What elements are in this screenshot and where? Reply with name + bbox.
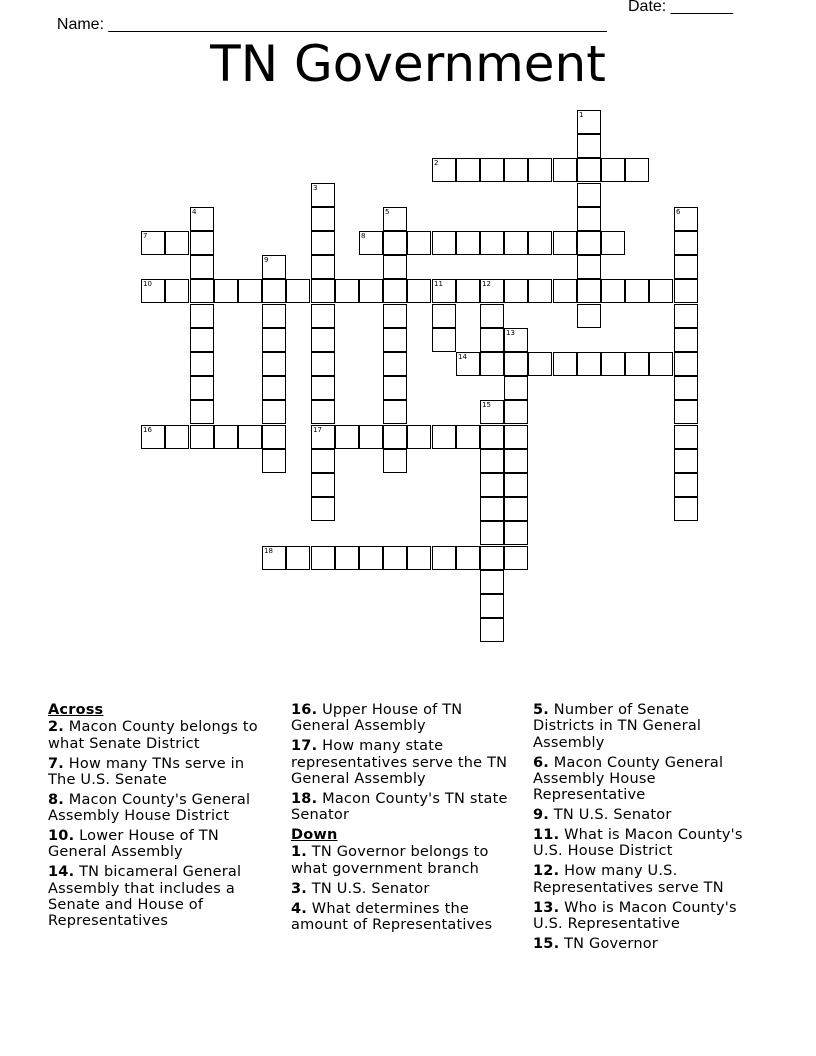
clue-number-label: 10 xyxy=(143,280,152,288)
grid-cell[interactable] xyxy=(432,328,456,352)
grid-cell[interactable] xyxy=(383,207,407,231)
clue-number: 9. xyxy=(533,807,549,824)
across-heading: Across xyxy=(48,702,104,718)
grid-cell[interactable] xyxy=(577,158,601,182)
clue-number-label: 14 xyxy=(458,353,467,361)
grid-cell[interactable] xyxy=(649,352,673,376)
grid-cell[interactable] xyxy=(407,279,431,303)
clue-item xyxy=(48,792,270,825)
grid-cell[interactable] xyxy=(480,304,504,328)
clue-item xyxy=(533,702,751,751)
grid-cell[interactable] xyxy=(553,352,577,376)
grid-cell[interactable] xyxy=(456,158,480,182)
grid-cell[interactable] xyxy=(528,231,552,255)
down-heading: Down xyxy=(291,827,338,844)
grid-cell[interactable] xyxy=(504,546,528,570)
grid-cell[interactable] xyxy=(480,279,504,303)
grid-cell[interactable] xyxy=(214,425,238,449)
grid-cell[interactable] xyxy=(311,279,335,303)
clue-number: 4. xyxy=(291,900,307,917)
grid-cell[interactable] xyxy=(383,231,407,255)
grid-cell[interactable] xyxy=(238,279,262,303)
clue-number: 3. xyxy=(291,880,307,897)
grid-cell[interactable] xyxy=(311,207,335,231)
clue-number-label: 8 xyxy=(361,232,366,240)
grid-cell[interactable] xyxy=(383,376,407,400)
grid-cell[interactable] xyxy=(407,546,431,570)
clue-text: What determines the amount of Representatives xyxy=(291,900,493,933)
grid-cell[interactable] xyxy=(165,231,189,255)
grid-cell[interactable] xyxy=(480,352,504,376)
clue-number-label: 9 xyxy=(264,256,269,264)
clue-text: Macon County belongs to what Senate District xyxy=(48,719,258,752)
grid-cell[interactable] xyxy=(286,279,310,303)
clue-number: 2. xyxy=(48,719,64,736)
clue-number-label: 13 xyxy=(506,329,515,337)
grid-cell[interactable] xyxy=(407,231,431,255)
grid-cell[interactable] xyxy=(383,255,407,279)
grid-cell[interactable] xyxy=(577,352,601,376)
grid-cell[interactable] xyxy=(504,279,528,303)
grid-cell[interactable] xyxy=(674,255,698,279)
grid-cell[interactable] xyxy=(311,183,335,207)
grid-cell[interactable] xyxy=(456,231,480,255)
clue-item xyxy=(48,828,270,861)
grid-cell[interactable] xyxy=(262,255,286,279)
clue-item xyxy=(48,864,270,929)
grid-cell[interactable] xyxy=(383,304,407,328)
grid-cell[interactable] xyxy=(480,594,504,618)
clue-text: Macon County's TN state Senator xyxy=(291,790,508,824)
grid-cell[interactable] xyxy=(407,425,431,449)
clue-text: TN bicameral General Assembly that includes a Senate and House of Representatives xyxy=(48,864,242,930)
grid-cell[interactable] xyxy=(601,279,625,303)
grid-cell[interactable] xyxy=(190,352,214,376)
clue-item xyxy=(291,702,521,735)
clue-number: 12. xyxy=(533,863,560,880)
grid-cell[interactable] xyxy=(262,376,286,400)
grid-cell[interactable] xyxy=(625,352,649,376)
name-field[interactable]: Name: ________________________________________________________ xyxy=(56,16,607,33)
grid-cell[interactable] xyxy=(577,255,601,279)
grid-cell[interactable] xyxy=(311,473,335,497)
grid-cell[interactable] xyxy=(383,352,407,376)
grid-cell[interactable] xyxy=(456,425,480,449)
grid-cell[interactable] xyxy=(480,618,504,642)
clue-text: TN U.S. Senator xyxy=(549,807,672,824)
clue-number: 1. xyxy=(291,844,307,861)
grid-cell[interactable] xyxy=(383,546,407,570)
clue-number: 14. xyxy=(48,864,75,881)
grid-cell[interactable] xyxy=(432,158,456,182)
clues-column-3 xyxy=(533,702,751,956)
clue-number: 5. xyxy=(533,702,549,718)
grid-cell[interactable] xyxy=(553,158,577,182)
grid-cell[interactable] xyxy=(190,207,214,231)
grid-cell[interactable] xyxy=(383,449,407,473)
clue-number: 8. xyxy=(48,791,64,808)
clue-number-label: 11 xyxy=(434,280,443,288)
grid-cell[interactable] xyxy=(190,255,214,279)
clue-text: Lower House of TN General Assembly xyxy=(48,828,219,861)
grid-cell[interactable] xyxy=(625,158,649,182)
clue-number: 18. xyxy=(291,790,318,807)
grid-cell[interactable] xyxy=(480,328,504,352)
clue-item xyxy=(291,881,521,897)
clue-text: Who is Macon County's U.S. Representative xyxy=(533,899,737,932)
grid-cell[interactable] xyxy=(528,352,552,376)
grid-cell[interactable] xyxy=(262,546,286,570)
grid-cell[interactable] xyxy=(674,304,698,328)
grid-cell[interactable] xyxy=(674,328,698,352)
grid-cell[interactable] xyxy=(141,425,165,449)
clue-text: How many state representatives serve the TN General Assembly xyxy=(291,738,508,787)
grid-cell[interactable] xyxy=(238,425,262,449)
grid-cell[interactable] xyxy=(190,279,214,303)
grid-cell[interactable] xyxy=(480,449,504,473)
clue-item xyxy=(533,755,751,804)
grid-cell[interactable] xyxy=(141,231,165,255)
grid-cell[interactable] xyxy=(480,158,504,182)
grid-cell[interactable] xyxy=(674,473,698,497)
grid-cell[interactable] xyxy=(311,352,335,376)
grid-cell[interactable] xyxy=(480,546,504,570)
grid-cell[interactable] xyxy=(335,279,359,303)
grid-cell[interactable] xyxy=(262,304,286,328)
clue-number-label: 17 xyxy=(313,426,322,434)
grid-cell[interactable] xyxy=(674,279,698,303)
clue-number: 11. xyxy=(533,827,560,844)
grid-cell[interactable] xyxy=(601,158,625,182)
grid-cell[interactable] xyxy=(190,328,214,352)
grid-cell[interactable] xyxy=(432,425,456,449)
grid-cell[interactable] xyxy=(262,328,286,352)
grid-cell[interactable] xyxy=(528,158,552,182)
clue-item xyxy=(533,827,751,860)
grid-cell[interactable] xyxy=(311,304,335,328)
clue-number: 17. xyxy=(291,738,318,755)
grid-cell[interactable] xyxy=(383,425,407,449)
clue-number-label: 7 xyxy=(143,232,148,240)
grid-cell[interactable] xyxy=(504,231,528,255)
grid-cell[interactable] xyxy=(262,352,286,376)
clue-text: How many U.S. Representatives serve TN xyxy=(533,863,724,896)
grid-cell[interactable] xyxy=(262,279,286,303)
clue-item xyxy=(533,936,751,952)
grid-cell[interactable] xyxy=(625,279,649,303)
grid-cell[interactable] xyxy=(577,183,601,207)
grid-cell[interactable] xyxy=(311,400,335,424)
clue-number: 7. xyxy=(48,755,64,772)
grid-cell[interactable] xyxy=(359,425,383,449)
grid-cell[interactable] xyxy=(577,134,601,158)
grid-cell[interactable] xyxy=(311,497,335,521)
clue-number-label: 15 xyxy=(482,401,491,409)
clue-item xyxy=(291,901,521,934)
grid-cell[interactable] xyxy=(456,546,480,570)
clue-text: What is Macon County's U.S. House District xyxy=(533,827,743,860)
grid-cell[interactable] xyxy=(480,521,504,545)
grid-cell[interactable] xyxy=(504,376,528,400)
grid-cell[interactable] xyxy=(674,449,698,473)
grid-cell[interactable] xyxy=(674,425,698,449)
clue-number-label: 3 xyxy=(313,184,318,192)
grid-cell[interactable] xyxy=(359,546,383,570)
clue-number: 13. xyxy=(533,899,560,916)
grid-cell[interactable] xyxy=(674,497,698,521)
grid-cell[interactable] xyxy=(311,231,335,255)
grid-cell[interactable] xyxy=(480,570,504,594)
grid-cell[interactable] xyxy=(456,352,480,376)
grid-cell[interactable] xyxy=(601,231,625,255)
grid-cell[interactable] xyxy=(480,400,504,424)
clue-number-label: 6 xyxy=(676,208,681,216)
grid-cell[interactable] xyxy=(553,279,577,303)
grid-cell[interactable] xyxy=(262,400,286,424)
grid-cell[interactable] xyxy=(311,425,335,449)
clue-number-label: 12 xyxy=(482,280,491,288)
grid-cell[interactable] xyxy=(335,546,359,570)
grid-cell[interactable] xyxy=(577,304,601,328)
grid-cell[interactable] xyxy=(432,304,456,328)
grid-cell[interactable] xyxy=(480,231,504,255)
grid-cell[interactable] xyxy=(674,207,698,231)
grid-cell[interactable] xyxy=(335,425,359,449)
grid-cell[interactable] xyxy=(359,279,383,303)
grid-cell[interactable] xyxy=(432,546,456,570)
clue-item xyxy=(291,791,521,824)
grid-cell[interactable] xyxy=(383,328,407,352)
grid-cell[interactable] xyxy=(504,425,528,449)
grid-cell[interactable] xyxy=(432,231,456,255)
grid-cell[interactable] xyxy=(504,521,528,545)
grid-cell[interactable] xyxy=(311,328,335,352)
grid-cell[interactable] xyxy=(262,425,286,449)
grid-cell[interactable] xyxy=(165,279,189,303)
grid-cell[interactable] xyxy=(480,497,504,521)
clue-text: Macon County's General Assembly House District xyxy=(48,791,251,825)
clue-item xyxy=(533,807,751,823)
clue-number-label: 1 xyxy=(579,111,584,119)
grid-cell[interactable] xyxy=(190,304,214,328)
clues-column-1 xyxy=(48,702,270,933)
grid-cell[interactable] xyxy=(504,352,528,376)
page-title: TN Government xyxy=(210,35,606,93)
clue-text: How many TNs serve in The U.S. Senate xyxy=(48,755,245,788)
date-field[interactable]: Date: _______ xyxy=(628,0,733,15)
clue-number-label: 2 xyxy=(434,159,439,167)
clue-item xyxy=(291,844,521,877)
clue-number: 15. xyxy=(533,935,560,952)
grid-cell[interactable] xyxy=(432,279,456,303)
clue-text: Number of Senate Districts in TN General Assembly xyxy=(533,702,702,751)
grid-cell[interactable] xyxy=(504,449,528,473)
grid-cell[interactable] xyxy=(528,279,552,303)
grid-cell[interactable] xyxy=(311,376,335,400)
grid-cell[interactable] xyxy=(262,449,286,473)
grid-cell[interactable] xyxy=(190,425,214,449)
grid-cell[interactable] xyxy=(577,207,601,231)
clue-item xyxy=(533,900,751,933)
clue-number-label: 18 xyxy=(264,547,273,555)
grid-cell[interactable] xyxy=(674,376,698,400)
grid-cell[interactable] xyxy=(553,231,577,255)
clue-item xyxy=(533,863,751,896)
grid-cell[interactable] xyxy=(190,376,214,400)
grid-cell[interactable] xyxy=(311,255,335,279)
clue-text: TN U.S. Senator xyxy=(307,880,430,897)
clue-text: TN Governor belongs to what government branch xyxy=(291,844,489,877)
grid-cell[interactable] xyxy=(190,400,214,424)
grid-cell[interactable] xyxy=(190,231,214,255)
grid-cell[interactable] xyxy=(311,449,335,473)
grid-cell[interactable] xyxy=(141,279,165,303)
grid-cell[interactable] xyxy=(383,400,407,424)
clue-number-label: 16 xyxy=(143,426,152,434)
grid-cell[interactable] xyxy=(286,546,310,570)
grid-cell[interactable] xyxy=(674,400,698,424)
clue-item xyxy=(48,719,270,752)
grid-cell[interactable] xyxy=(214,279,238,303)
grid-cell[interactable] xyxy=(480,473,504,497)
grid-cell[interactable] xyxy=(674,352,698,376)
grid-cell[interactable] xyxy=(456,279,480,303)
grid-cell[interactable] xyxy=(504,158,528,182)
grid-cell[interactable] xyxy=(577,279,601,303)
clue-item xyxy=(291,738,521,787)
grid-cell[interactable] xyxy=(649,279,673,303)
clue-number: 16. xyxy=(291,702,318,718)
clue-item xyxy=(48,756,270,789)
clue-number: 10. xyxy=(48,828,75,845)
clue-number-label: 4 xyxy=(192,208,197,216)
grid-cell[interactable] xyxy=(504,328,528,352)
grid-cell[interactable] xyxy=(480,425,504,449)
clues-column-2 xyxy=(291,702,521,937)
grid-cell[interactable] xyxy=(577,110,601,134)
clue-text: Macon County General Assembly House Representative xyxy=(533,754,724,804)
grid-cell[interactable] xyxy=(165,425,189,449)
grid-cell[interactable] xyxy=(359,231,383,255)
clue-text: Upper House of TN General Assembly xyxy=(291,702,463,735)
grid-cell[interactable] xyxy=(311,546,335,570)
grid-cell[interactable] xyxy=(504,473,528,497)
clue-text: TN Governor xyxy=(559,935,658,952)
clue-number-label: 5 xyxy=(385,208,390,216)
grid-cell[interactable] xyxy=(504,400,528,424)
grid-cell[interactable] xyxy=(674,231,698,255)
clue-number: 6. xyxy=(533,754,549,771)
grid-cell[interactable] xyxy=(601,352,625,376)
grid-cell[interactable] xyxy=(577,231,601,255)
grid-cell[interactable] xyxy=(383,279,407,303)
grid-cell[interactable] xyxy=(504,497,528,521)
